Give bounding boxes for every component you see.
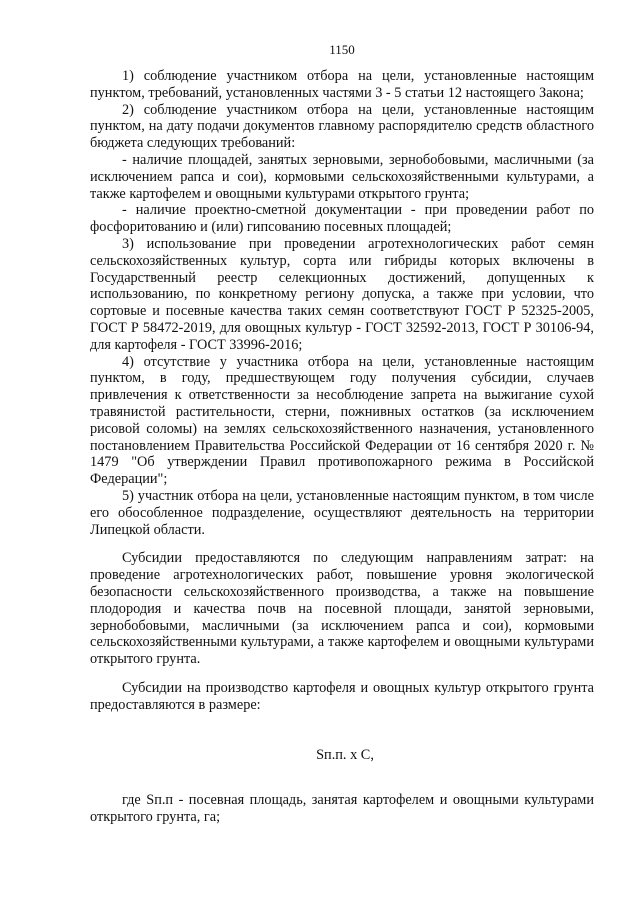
paragraph-item-2: 2) соблюдение участником отбора на цели, установленные настоящим пунктом, на дату подачи документов главному распорядителю средств областного бюджета следующих требований: bbox=[90, 101, 594, 152]
paragraph-subsidy-amount: Субсидии на производство картофеля и овощных культур открытого грунта предоставляются в размере: bbox=[90, 679, 594, 713]
paragraph-item-5: 5) участник отбора на цели, установленные настоящим пунктом, в том числе его обособленное подразделение, осуществляют деятельность на территории Липецкой области. bbox=[90, 487, 594, 538]
paragraph-item-3: 3) использование при проведении агротехнологических работ семян сельскохозяйственных культур, сорта или гибриды которых включены в Государственный реестр селекционных достижений, допущенных к использованию, по конкретному региону допуска, а также при условии, что сортовые и посевные качества таких семян соответствуют ГОСТ Р 52325-2005, ГОСТ Р 58472-2019, для овощных культур - ГОСТ 32592-2013, ГОСТ Р 30106-94, для картофеля - ГОСТ 33996-2016; bbox=[90, 235, 594, 353]
formula: Sп.п. x C, bbox=[316, 747, 374, 764]
paragraph-bullet-areas: - наличие площадей, занятых зерновыми, зернобобовыми, масличными (за исключением рапса и сои), кормовыми сельскохозяйственными культурами, а также картофелем и овощными культурами открытого грунта; bbox=[90, 151, 594, 202]
page-number: 1150 bbox=[329, 42, 355, 57]
paragraph-item-4: 4) отсутствие у участника отбора на цели, установленные настоящим пунктом, в году, предшествующем году получения субсидии, случаев привлечения к ответственности за несоблюдение запрета на выжигание сухой травянистой растительности, стерни, пожнивных остатков (за исключением рисовой соломы) на землях сельскохозяйственного назначения, установленного постановлением Правительства Российской Федерации от 16 сентября 2020 г. № 1479 "Об утверждении Правил противопожарного режима в Российской Федерации"; bbox=[90, 353, 594, 488]
paragraph-subsidy-directions: Субсидии предоставляются по следующим направлениям затрат: на проведение агротехнологических работ, повышение уровня экологической безопасности сельскохозяйственного производства, а также на повышение плодородия и качества почв на посевной площади, занятой зерновыми, зернобобовыми, масличными (за исключением рапса и сои), кормовыми сельскохозяйственными культурами, а также картофелем и овощными культурами открытого грунта. bbox=[90, 550, 594, 668]
paragraph-definition: где Sп.п - посевная площадь, занятая картофелем и овощными культурами открытого грунта, га; bbox=[90, 792, 594, 826]
paragraph-item-1: 1) соблюдение участником отбора на цели, установленные настоящим пунктом, требований, установленных частями 3 - 5 статьи 12 настоящего Закона; bbox=[90, 68, 594, 101]
paragraph-bullet-documentation: - наличие проектно-сметной документации - при проведении работ по фосфоритованию и (или) гипсованию посевных площадей; bbox=[90, 202, 594, 236]
